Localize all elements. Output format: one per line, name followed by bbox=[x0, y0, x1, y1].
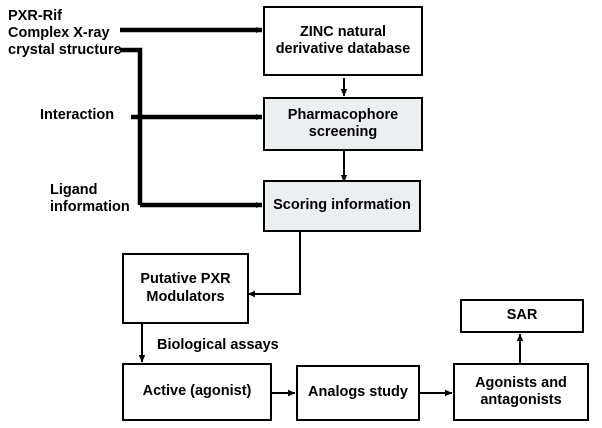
edge-label-biological-assays: Biological assays bbox=[157, 337, 279, 353]
node-pharmacophore-screening[interactable]: Pharmacophore screening bbox=[263, 97, 423, 151]
node-sar[interactable]: SAR bbox=[460, 299, 584, 333]
node-zinc-database[interactable]: ZINC natural derivative database bbox=[263, 6, 423, 76]
node-putative-pxr-modulators[interactable]: Putative PXR Modulators bbox=[122, 253, 249, 324]
input-label-interaction: Interaction bbox=[40, 107, 115, 123]
node-analogs-study[interactable]: Analogs study bbox=[296, 365, 420, 421]
node-scoring-information[interactable]: Scoring information bbox=[263, 180, 421, 232]
node-agonists-and-antagonists[interactable]: Agonists and antagonists bbox=[453, 363, 589, 421]
node-active-agonist[interactable]: Active (agonist) bbox=[122, 363, 272, 421]
input-label-pxr-rif: PXR-Rif Complex X-ray crystal structure bbox=[8, 8, 122, 59]
input-label-ligand-information: Ligand information bbox=[50, 182, 130, 216]
